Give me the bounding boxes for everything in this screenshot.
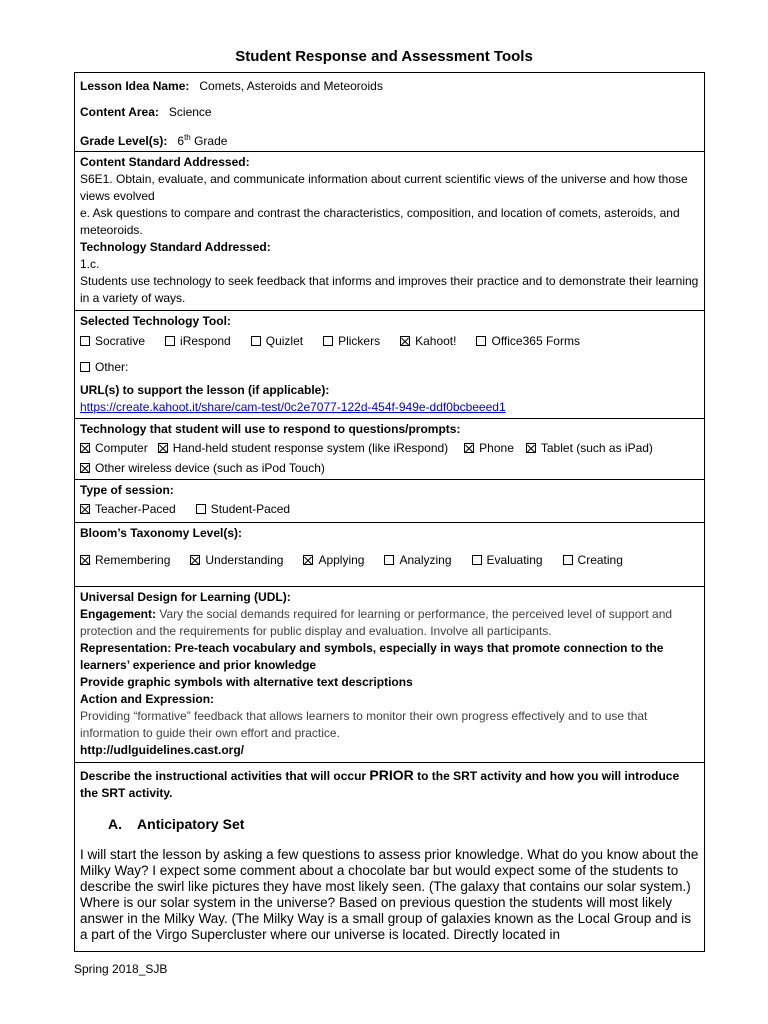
document-title: Student Response and Assessment Tools: [235, 48, 533, 65]
blooms-option-creating[interactable]: Creating: [563, 552, 623, 569]
anticipatory-set-heading: A. Anticipatory Set: [108, 816, 245, 832]
checkbox-icon: [80, 362, 90, 372]
device-option-computer[interactable]: Computer: [80, 440, 148, 457]
checked-box-icon: [80, 504, 90, 514]
udl-action-label: Action and Expression:: [80, 692, 215, 706]
checkbox-icon: [563, 555, 573, 565]
content-area-row: Content Area: Science: [80, 105, 212, 119]
checkbox-icon: [251, 336, 261, 346]
udl-action-text: Providing “formative” feedback that allows learners to monitor their own progress effectively and to use that information to guide their own effort and practice.: [80, 709, 648, 740]
udl-graphic: Provide graphic symbols with alternative text descriptions: [80, 675, 413, 689]
devices-section: [75, 419, 704, 480]
blooms-options: [80, 550, 700, 570]
tool-option-quizlet[interactable]: Quizlet: [251, 333, 303, 350]
blooms-option-understanding[interactable]: Understanding: [190, 552, 283, 569]
tool-option-plickers[interactable]: Plickers: [323, 333, 380, 350]
tool-label: Selected Technology Tool:: [80, 314, 231, 328]
checked-box-icon: [80, 555, 90, 565]
checked-box-icon: [80, 463, 90, 473]
session-options: [80, 499, 700, 519]
checked-box-icon: [158, 443, 168, 453]
tool-other-row: [80, 352, 700, 382]
checked-box-icon: [80, 443, 90, 453]
checked-box-icon: [303, 555, 313, 565]
prior-question: Describe the instructional activities that will occur PRIOR to the SRT activity and how you will introduce the SRT activity.: [80, 767, 680, 800]
content-standard-text: S6E1. Obtain, evaluate, and communicate information about current scientific views of the universe and how those views evolved: [80, 172, 688, 203]
udl-link[interactable]: http://udlguidelines.cast.org/: [80, 743, 245, 757]
checkbox-icon: [384, 555, 394, 565]
devices-other-row: [80, 458, 700, 478]
tool-section: [75, 311, 704, 419]
checked-box-icon: [526, 443, 536, 453]
tech-standard-code: 1.c.: [80, 257, 100, 271]
url-label: URL(s) to support the lesson (if applicable):: [80, 383, 330, 397]
blooms-option-remembering[interactable]: Remembering: [80, 552, 170, 569]
tool-option-irespond[interactable]: iRespond: [165, 333, 231, 350]
session-label: Type of session:: [80, 483, 174, 497]
udl-label: Universal Design for Learning (UDL):: [80, 590, 291, 604]
session-option-teacher-paced[interactable]: Teacher-Paced: [80, 501, 176, 518]
udl-section: [75, 587, 704, 763]
checkbox-icon: [196, 504, 206, 514]
checked-box-icon: [190, 555, 200, 565]
tool-option-kahoot[interactable]: Kahoot!: [400, 333, 456, 350]
blooms-label: Bloom’s Taxonomy Level(s):: [80, 526, 243, 540]
device-option-phone[interactable]: Phone: [464, 440, 514, 457]
content-standard-element: e. Ask questions to compare and contrast the characteristics, composition, and location of comets, asteroids, and meteoroids.: [80, 206, 680, 237]
prior-section: [75, 763, 704, 951]
form-table: [74, 72, 705, 952]
tech-standard-label: Technology Standard Addressed:: [80, 240, 271, 254]
checkbox-icon: [80, 336, 90, 346]
standards-section: [75, 152, 704, 311]
device-option-other[interactable]: Other wireless device (such as iPod Touch): [80, 460, 325, 477]
checkbox-icon: [476, 336, 486, 346]
tool-option-other[interactable]: Other:: [80, 359, 128, 376]
footer-text: Spring 2018_SJB: [74, 962, 168, 976]
checked-box-icon: [400, 336, 410, 346]
tool-option-office365[interactable]: Office365 Forms: [476, 333, 579, 350]
blooms-option-evaluating[interactable]: Evaluating: [472, 552, 543, 569]
udl-representation: Representation: Pre-teach vocabulary and symbols, especially in ways that promote connection to the learners’ experience and prior knowledge: [80, 641, 664, 672]
blooms-option-applying[interactable]: Applying: [303, 552, 364, 569]
checked-box-icon: [464, 443, 474, 453]
lesson-info-section: [75, 73, 704, 152]
content-standard-label: Content Standard Addressed:: [80, 155, 250, 169]
checkbox-icon: [165, 336, 175, 346]
anticipatory-set-paragraph: I will start the lesson by asking a few questions to assess prior knowledge. What do you know about the Milky Way? I expect some comment about a chocolate bar but would expect some of the students to describe the swirl like pictures they have most likely seen. (The galaxy that contains our solar system.) Where is our solar system in the universe? Based on previous question the students will most likely answer in the Milky Way. (The Milky Way is a small group of galaxies known as the Local Group and is a part of the Virgo Supercluster where our universe is located. Directly located in: [80, 847, 699, 942]
blooms-section: [75, 523, 704, 587]
devices-options: [80, 438, 700, 458]
grade-level-row: Grade Level(s): 6th Grade: [80, 133, 228, 148]
lesson-idea-row: Lesson Idea Name: Comets, Asteroids and Meteoroids: [80, 79, 383, 93]
blooms-option-analyzing[interactable]: Analyzing: [384, 552, 451, 569]
tech-standard-text: Students use technology to seek feedback that informs and improves their practice and to demonstrate their learning in a variety of ways.: [80, 274, 699, 305]
checkbox-icon: [472, 555, 482, 565]
kahoot-url-link[interactable]: https://create.kahoot.it/share/cam-test/0c2e7077-122d-454f-949e-ddf0bcbeeed1: [80, 400, 506, 414]
tool-options: [80, 330, 700, 352]
udl-engagement: Engagement: Vary the social demands required for learning or performance, the perceived level of support and protection and the requirements for public display and evaluation. Involve all participants.: [80, 607, 673, 638]
tool-option-socrative[interactable]: Socrative: [80, 333, 145, 350]
session-option-student-paced[interactable]: Student-Paced: [196, 501, 290, 518]
session-section: [75, 480, 704, 523]
device-option-handheld[interactable]: Hand-held student response system (like iRespond): [158, 440, 448, 457]
device-option-tablet[interactable]: Tablet (such as iPad): [526, 440, 653, 457]
devices-label: Technology that student will use to respond to questions/prompts:: [80, 422, 461, 436]
checkbox-icon: [323, 336, 333, 346]
